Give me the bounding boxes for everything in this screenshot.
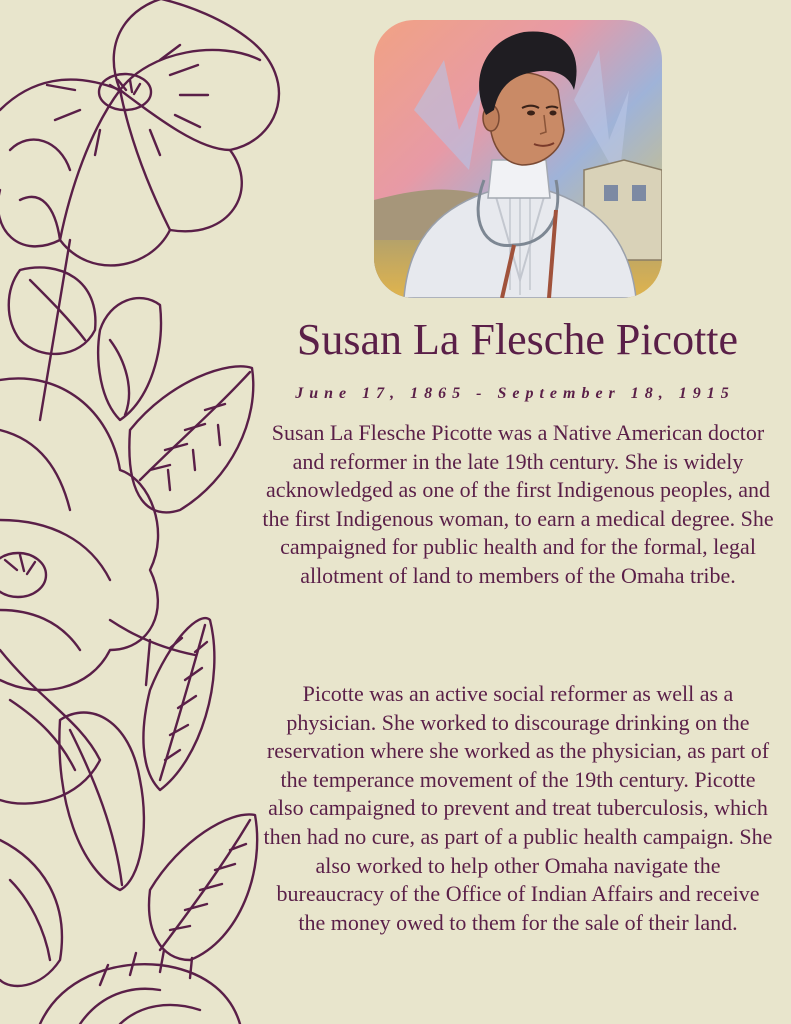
page-title: Susan La Flesche Picotte [296, 315, 739, 364]
portrait-illustration [374, 20, 662, 298]
leaf-middle-right [59, 618, 214, 890]
biography-paragraph-1: Susan La Flesche Picotte was a Native American doctor and reformer in the late 19th century. She is widely acknowledged as one of the first Indigenous peoples, and the first Indigenous woman, to earn a medical degree. She campaigned for public health and for the formal, legal allotment of land to members of the Omaha tribe. [262, 420, 774, 588]
lifespan-dates: June 17, 1865 - September 18, 1915 [295, 385, 735, 402]
magnolia-flower-top [0, 0, 279, 265]
magnolia-flower-middle [0, 378, 195, 803]
magnolia-flower-bottom [0, 814, 257, 1024]
portrait-image [374, 20, 662, 298]
stem-and-leaves [9, 240, 254, 512]
biography-paragraph-2: Picotte was an active social reformer as well as a physician. She worked to discourage drinking on the reservation where she worked as the physician, as part of the temperance movement of the 19th century. Picotte also campaigned to prevent and treat tuberculosis, which then had no cure, as part of a public health campaign. She also worked to help other Omaha navigate the bureaucracy of the Office of Indian Affairs and receive the money owed to them for the sale of their land. [263, 681, 773, 935]
